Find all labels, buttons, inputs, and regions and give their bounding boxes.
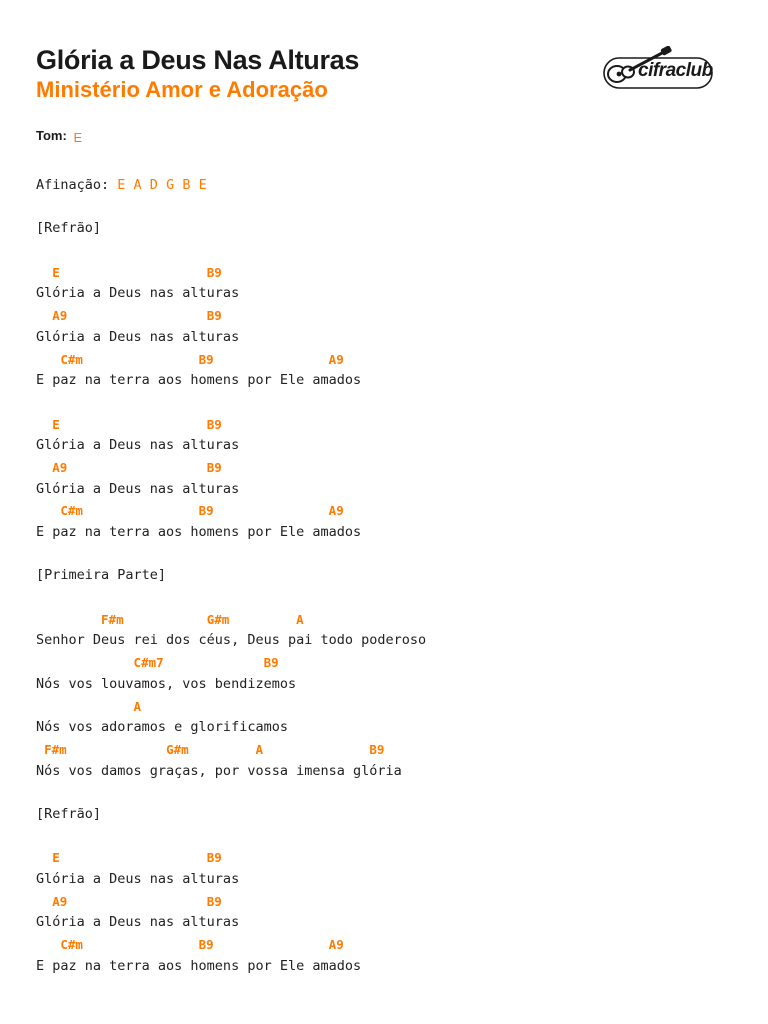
lyric-line	[36, 674, 426, 696]
chord-line	[36, 262, 426, 284]
blank-line	[36, 544, 426, 566]
song-lines	[36, 218, 426, 977]
chord[interactable]: B9	[198, 937, 214, 953]
chord[interactable]: F#m	[44, 741, 67, 757]
chord[interactable]: B9	[206, 893, 222, 909]
lyric-line	[36, 761, 426, 783]
lyric-text: Glória a Deus nas alturas	[36, 285, 240, 302]
lyric-line	[36, 370, 426, 392]
blank-line	[36, 240, 426, 262]
chord[interactable]: B9	[206, 308, 222, 324]
chord[interactable]: B9	[206, 264, 222, 280]
lyric-text: Glória a Deus nas alturas	[36, 480, 240, 497]
chord[interactable]: A9	[52, 893, 68, 909]
chord[interactable]: A	[296, 611, 304, 627]
chord[interactable]: G#m	[166, 741, 189, 757]
lyric-text: Senhor Deus rei dos céus, Deus pai todo poderoso	[36, 632, 427, 649]
lyric-line	[36, 869, 426, 891]
artist-name[interactable]: Ministério Amor e Adoração	[36, 77, 328, 102]
lyric-line	[36, 630, 426, 652]
chord[interactable]: B9	[206, 416, 222, 432]
lyric-text: E paz na terra aos homens por Ele amados	[36, 957, 362, 974]
tom-row	[36, 128, 82, 143]
lyric-line	[36, 435, 426, 457]
lyric-text: Nós vos damos graças, por vossa imensa glória	[36, 762, 402, 779]
lyric-line	[36, 522, 426, 544]
lyric-line	[36, 479, 426, 501]
chord-line	[36, 609, 426, 631]
chord[interactable]: B9	[206, 459, 222, 475]
chord[interactable]: B9	[263, 655, 279, 671]
chord[interactable]: G#m	[206, 611, 230, 627]
lyric-text: Glória a Deus nas alturas	[36, 871, 240, 887]
chord-line	[36, 739, 426, 761]
section-label	[36, 804, 426, 826]
tom-label: Tom:	[36, 128, 67, 143]
chord-line	[36, 696, 426, 718]
section-label	[36, 218, 426, 240]
chord[interactable]: C#m7	[133, 655, 164, 671]
cifraclub-logo[interactable]	[600, 46, 716, 92]
chord[interactable]: E	[52, 850, 60, 866]
chord[interactable]: A	[133, 698, 142, 714]
afinacao-label: Afinação:	[36, 177, 110, 193]
section-label	[36, 565, 426, 587]
lyric-text: Glória a Deus nas alturas	[36, 437, 240, 454]
chord[interactable]: A9	[328, 351, 344, 367]
chord-line	[36, 500, 426, 522]
lyric-line	[36, 717, 426, 739]
chord-line	[36, 847, 426, 869]
spacer	[36, 197, 426, 219]
chord[interactable]: B9	[198, 351, 214, 367]
chord[interactable]: A9	[52, 308, 68, 324]
afinacao-value: E A D G B E	[117, 177, 207, 193]
blank-line	[36, 392, 426, 414]
afinacao-row	[36, 175, 426, 197]
chord-line	[36, 891, 426, 913]
blank-line	[36, 782, 426, 804]
blank-line	[36, 587, 426, 609]
lyric-line	[36, 327, 426, 349]
song-header	[36, 42, 359, 104]
lyric-text: E paz na terra aos homens por Ele amados	[36, 524, 362, 540]
chord[interactable]: A9	[328, 503, 344, 519]
chord-line	[36, 934, 426, 956]
lyric-line	[36, 912, 426, 934]
chord-sheet	[36, 175, 426, 977]
chord[interactable]: F#m	[101, 611, 124, 627]
lyric-line	[36, 283, 426, 305]
chord[interactable]: B9	[198, 503, 214, 519]
chord-line	[36, 457, 426, 479]
lyric-text: E paz na terra aos homens por Ele amados	[36, 372, 362, 389]
tom-key[interactable]: E	[73, 130, 83, 145]
song-title: Glória a Deus Nas Alturas	[36, 45, 360, 75]
chord[interactable]: E	[52, 416, 60, 432]
section-label-text: [Refrão]	[36, 220, 102, 237]
chord[interactable]: A9	[52, 459, 68, 475]
chord-line	[36, 414, 426, 436]
chord-line	[36, 305, 426, 327]
chord[interactable]: B9	[369, 741, 385, 757]
logo-text: cifraclub	[638, 60, 713, 81]
chord[interactable]: B9	[206, 850, 222, 866]
chord[interactable]: C#m	[60, 351, 83, 367]
blank-line	[36, 826, 426, 848]
chord[interactable]: C#m	[60, 503, 83, 519]
section-label-text: [Refrão]	[36, 805, 102, 822]
section-label-text: [Primeira Parte]	[36, 567, 167, 584]
lyric-text: Nós vos louvamos, vos bendizemos	[36, 675, 297, 692]
lyric-text: Glória a Deus nas alturas	[36, 328, 240, 345]
chord[interactable]: A9	[328, 937, 344, 953]
lyric-line	[36, 956, 426, 978]
lyric-text: Glória a Deus nas alturas	[36, 914, 240, 931]
chord[interactable]: E	[52, 264, 60, 280]
chord-line	[36, 349, 426, 371]
lyric-text: Nós vos adoramos e glorificamos	[36, 719, 288, 736]
chord[interactable]: C#m	[60, 937, 83, 953]
chord-line	[36, 652, 426, 674]
chord[interactable]: A	[255, 741, 264, 757]
